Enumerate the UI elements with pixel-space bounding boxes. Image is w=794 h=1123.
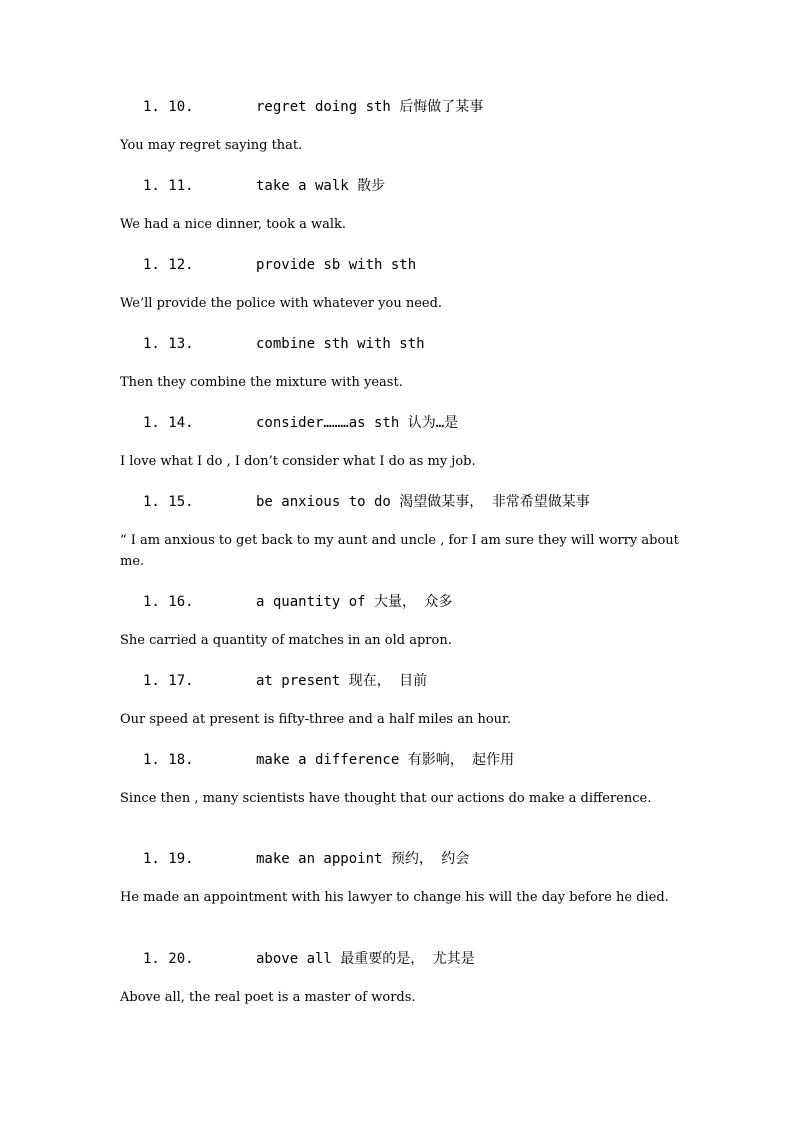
item-phrase: provide sb with sth xyxy=(256,257,417,273)
item-number: 1. 19. xyxy=(143,851,194,867)
example-sentence: We had a nice dinner, took a walk. xyxy=(120,217,347,232)
item-heading xyxy=(0,670,794,692)
item-heading xyxy=(0,175,794,197)
item-number: 1. 14. xyxy=(143,415,194,431)
item-heading xyxy=(0,96,794,118)
example-sentence: You may regret saying that. xyxy=(120,138,303,153)
example-sentence: Above all, the real poet is a master of words. xyxy=(120,990,416,1005)
example-sentence: I love what I do , I don’t consider what I do as my job. xyxy=(120,454,476,469)
item-heading xyxy=(0,848,794,870)
item-phrase: at present 现在， 目前 xyxy=(256,673,428,689)
item-number: 1. 11. xyxy=(143,178,194,194)
item-number: 1. 16. xyxy=(143,594,194,610)
item-number: 1. 15. xyxy=(143,494,194,510)
item-phrase: above all 最重要的是， 尤其是 xyxy=(256,951,475,967)
item-phrase: combine sth with sth xyxy=(256,336,425,352)
item-heading xyxy=(0,412,794,434)
item-number: 1. 12. xyxy=(143,257,194,273)
example-sentence: “ I am anxious to get back to my aunt and uncle , for I am sure they will worry about me. xyxy=(120,533,679,569)
item-number: 1. 20. xyxy=(143,951,194,967)
item-heading xyxy=(0,491,794,513)
item-number: 1. 17. xyxy=(143,673,194,689)
item-number: 1. 18. xyxy=(143,752,194,768)
item-phrase: regret doing sth 后悔做了某事 xyxy=(256,99,484,115)
example-sentence: He made an appointment with his lawyer to change his will the day before he died. xyxy=(120,890,669,905)
example-sentence: She carried a quantity of matches in an old apron. xyxy=(120,633,452,648)
item-number: 1. 10. xyxy=(143,99,194,115)
item-heading xyxy=(0,333,794,355)
example-sentence: Since then , many scientists have thought that our actions do make a difference. xyxy=(120,791,652,806)
item-heading xyxy=(0,749,794,771)
item-heading xyxy=(0,254,794,276)
item-phrase: make an appoint 预约， 约会 xyxy=(256,851,470,867)
example-sentence: We’ll provide the police with whatever you need. xyxy=(120,296,443,311)
item-heading xyxy=(0,948,794,970)
item-phrase: a quantity of 大量， 众多 xyxy=(256,594,453,610)
item-phrase: be anxious to do 渴望做某事， 非常希望做某事 xyxy=(256,494,590,510)
item-phrase: consider………as sth 认为…是 xyxy=(256,415,459,431)
item-heading xyxy=(0,591,794,613)
example-sentence: Then they combine the mixture with yeast. xyxy=(120,375,403,390)
item-phrase: make a difference 有影响， 起作用 xyxy=(256,752,515,768)
item-number: 1. 13. xyxy=(143,336,194,352)
example-sentence: Our speed at present is fifty-three and a half miles an hour. xyxy=(120,712,511,727)
item-phrase: take a walk 散步 xyxy=(256,178,386,194)
